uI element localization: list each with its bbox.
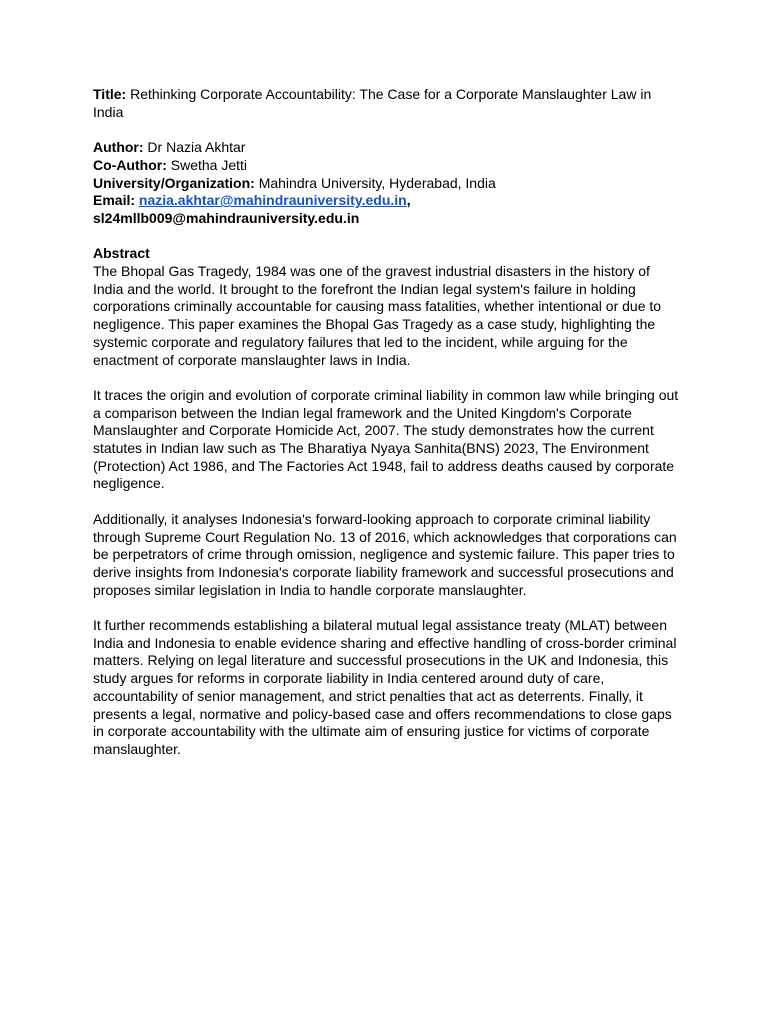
- coauthor-line: [93, 157, 683, 175]
- abstract-paragraph-2: It traces the origin and evolution of corporate criminal liability in common law while bringing out a comparison between the Indian legal framework and the United Kingdom's Corporate Manslaughter and Corporate Homicide Act, 2007. The study demonstrates how the current statutes in Indian law such as The Bharatiya Nyaya Sanhita(BNS) 2023, The Environment (Protection) Act 1986, and The Factories Act 1948, fail to address deaths caused by corporate negligence.: [93, 386, 679, 492]
- author-label: Author:: [93, 139, 144, 156]
- organization-name: Mahindra University, Hyderabad, India: [254, 174, 496, 191]
- spacer: [93, 121, 683, 139]
- title-label: Title:: [93, 86, 127, 102]
- spacer: [93, 493, 683, 511]
- abstract-paragraph-4: It further recommends establishing a bilateral mutual legal assistance treaty (MLAT) between India and Indonesia to enable evidence sharing and effective handling of cross-border criminal matters. Relying on legal literature and successful prosecutions in the UK and Indonesia, this study argues for reforms in corporate liability in India centered around duty of care, accountability of senior management, and strict penalties that act as deterrents. Finally, it presents a legal, normative and policy-based case and offers recommendations to close gaps in corporate accountability with the ultimate aim of ensuring justice for victims of corporate manslaughter.: [93, 617, 677, 757]
- organization-line: [93, 175, 683, 193]
- spacer: [93, 369, 683, 387]
- email-label: Email:: [93, 192, 136, 209]
- primary-email-link[interactable]: nazia.akhtar@mahindrauniversity.edu.in: [138, 192, 407, 209]
- document-page: [93, 86, 683, 759]
- abstract-paragraph-3: Additionally, it analyses Indonesia's forward-looking approach to corporate criminal liability through Supreme Court Regulation No. 13 of 2016, which acknowledges that corporations can be perpetrators of crime through omission, negligence and systemic failure. This paper tries to derive insights from Indonesia's corporate liability framework and successful prosecutions and proposes similar legislation in India to handle corporate manslaughter.: [93, 510, 677, 598]
- spacer: [93, 599, 683, 617]
- secondary-email: sl24mllb009@mahindrauniversity.edu.in: [93, 209, 360, 226]
- abstract-paragraph-1: The Bhopal Gas Tragedy, 1984 was one of the gravest industrial disasters in the history of India and the world. It brought to the forefront the Indian legal system's failure in holding corporations criminally accountable for causing mass fatalities, whether intentional or due to negligence. This paper examines the Bhopal Gas Tragedy as a case study, highlighting the systemic corporate and regulatory failures that led to the incident, while arguing for the enactment of corporate manslaughter laws in India.: [93, 263, 662, 368]
- title-line: [93, 86, 683, 121]
- coauthor-name: Swetha Jetti: [166, 156, 248, 173]
- paper-title: Rethinking Corporate Accountability: The Case for a Corporate Manslaughter Law in India: [93, 86, 652, 120]
- email-line: [93, 192, 683, 210]
- abstract-heading: Abstract: [93, 245, 150, 262]
- author-name: Dr Nazia Akhtar: [143, 139, 246, 156]
- coauthor-label: Co-Author:: [93, 156, 167, 173]
- email-separator: ,: [406, 192, 411, 209]
- organization-label: University/Organization:: [93, 174, 255, 191]
- spacer: [93, 228, 683, 246]
- author-line: [93, 139, 683, 157]
